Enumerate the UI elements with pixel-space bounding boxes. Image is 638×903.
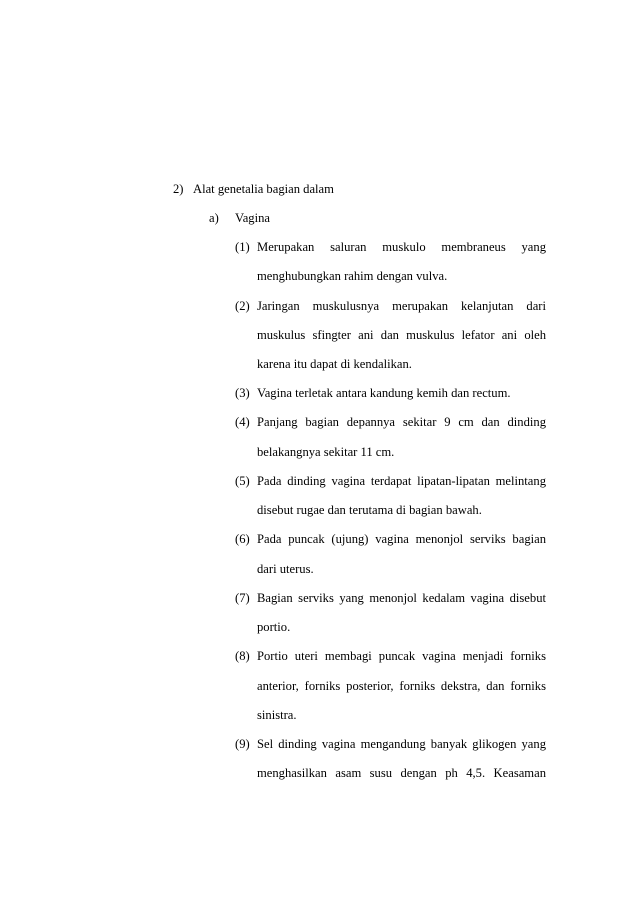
list-item-line: menghasilkan asam susu dengan ph 4,5. Keasaman <box>257 766 546 780</box>
list-item-line: Panjang bagian depannya sekitar 9 cm dan dinding <box>257 415 546 429</box>
list-item-line: anterior, forniks posterior, forniks dekstra, dan forniks <box>257 679 546 693</box>
list-item-number: (6) <box>235 532 250 546</box>
list-item-number: (7) <box>235 591 250 605</box>
list-item-line: belakangnya sekitar 11 cm. <box>257 445 395 459</box>
list-item-line: sinistra. <box>257 708 297 722</box>
list-item-line: Bagian serviks yang menonjol kedalam vagina disebut <box>257 591 546 605</box>
list-item-line: disebut rugae dan terutama di bagian bawah. <box>257 503 482 517</box>
list-item-line: Merupakan saluran muskulo membraneus yang <box>257 240 546 254</box>
list-item-number: (2) <box>235 299 250 313</box>
list-item-number: (4) <box>235 415 250 429</box>
list-item-number: (3) <box>235 386 250 400</box>
list-item-line: muskulus sfingter ani dan muskulus lefator ani oleh <box>257 328 546 342</box>
subsection-number: a) <box>209 211 219 225</box>
list-item-line: menghubungkan rahim dengan vulva. <box>257 269 448 283</box>
list-item-number: (9) <box>235 737 250 751</box>
subsection-title: Vagina <box>235 211 270 225</box>
list-item-line: Pada puncak (ujung) vagina menonjol serviks bagian <box>257 532 546 546</box>
list-item-number: (1) <box>235 240 250 254</box>
list-item-line: Pada dinding vagina terdapat lipatan-lipatan melintang <box>257 474 546 488</box>
list-item-number: (5) <box>235 474 250 488</box>
list-item-line: Vagina terletak antara kandung kemih dan rectum. <box>257 386 511 400</box>
section-title: Alat genetalia bagian dalam <box>193 182 334 196</box>
list-item-line: Sel dinding vagina mengandung banyak glikogen yang <box>257 737 546 751</box>
list-item-line: dari uterus. <box>257 562 314 576</box>
list-item-line: portio. <box>257 620 291 634</box>
list-item-line: karena itu dapat di kendalikan. <box>257 357 412 371</box>
list-item-number: (8) <box>235 649 250 663</box>
list-item-line: Portio uteri membagi puncak vagina menjadi forniks <box>257 649 546 663</box>
section-number: 2) <box>173 182 184 196</box>
list-item-line: Jaringan muskulusnya merupakan kelanjutan dari <box>257 299 546 313</box>
